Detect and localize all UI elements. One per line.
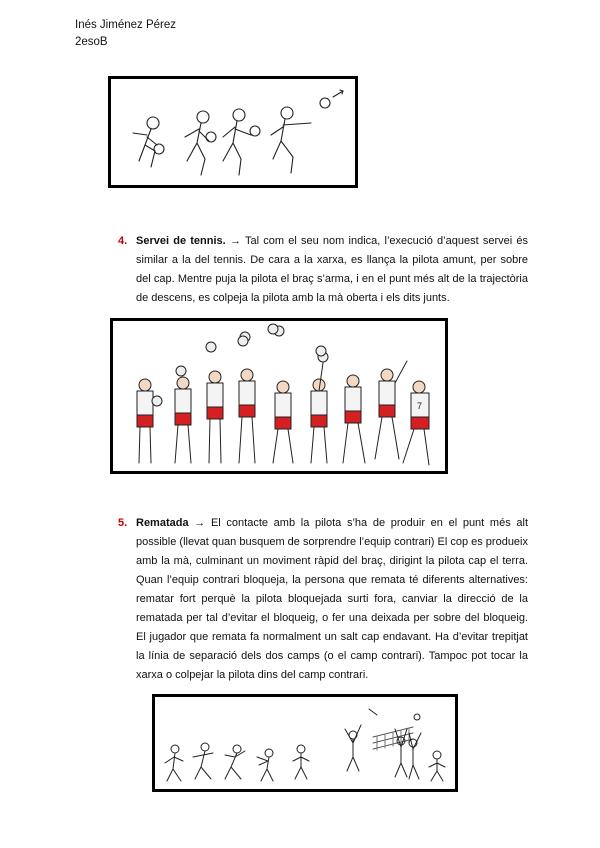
arrow-glyph: → [229, 235, 241, 247]
class-group: 2esoB [75, 36, 108, 48]
section-title: Servei de tennis. [136, 235, 226, 247]
spike-illustration [155, 697, 455, 789]
section-text: El contacte amb la pilota s’ha de produir en el punt més alt possible (llevat quan busquem de sorprendre l’equip contrari) El cop es produeix amb la mà, culminant un moviment ràpid del braç, dirigint la pilota cap el terra. Quan l’equip contrari bloqueja, la persona que remata té diferents alternatives: rematar fort perquè la pilota bloquejada surti fora, canviar la direcció de la rematada per tal d’evitar el bloqueig, o fer una deixada per sobre del bloqueig. El jugador que remata fa normalment un salt cap endavant. Ha d’evitar trepitjat la línia de separació dels dos camps (o el camp contrari). Tampoc pot tocar la xarxa o colpejar la pilota dins del camp contrari. [136, 517, 528, 681]
section-text: Tal com el seu nom indica, l’execució d’aquest servei és similar a la del tennis. De cara a la xarxa, es llança la pilota amunt, per sobre del cap. Mentre puja la pilota el braç s’arma, i en el punt més alt de la trajectòria de descens, es colpeja la pilota amb la mà oberta i els dits junts. [136, 235, 529, 304]
section-number: 5. [118, 517, 128, 529]
tennis-serve-illustration [113, 321, 445, 471]
arrow-glyph: → [194, 517, 206, 529]
section-title: Rematada [136, 517, 189, 529]
figure-underhand-serve [108, 76, 358, 188]
section-number: 4. [118, 235, 128, 247]
jersey-number: 7 [417, 401, 423, 411]
underhand-serve-illustration [111, 79, 355, 185]
author-header [75, 17, 176, 51]
figure-spike [152, 694, 458, 792]
section-rematada [118, 514, 528, 685]
section-servei-tennis [118, 232, 528, 308]
author-name: Inés Jiménez Pérez [75, 19, 176, 31]
figure-tennis-serve [110, 318, 448, 474]
